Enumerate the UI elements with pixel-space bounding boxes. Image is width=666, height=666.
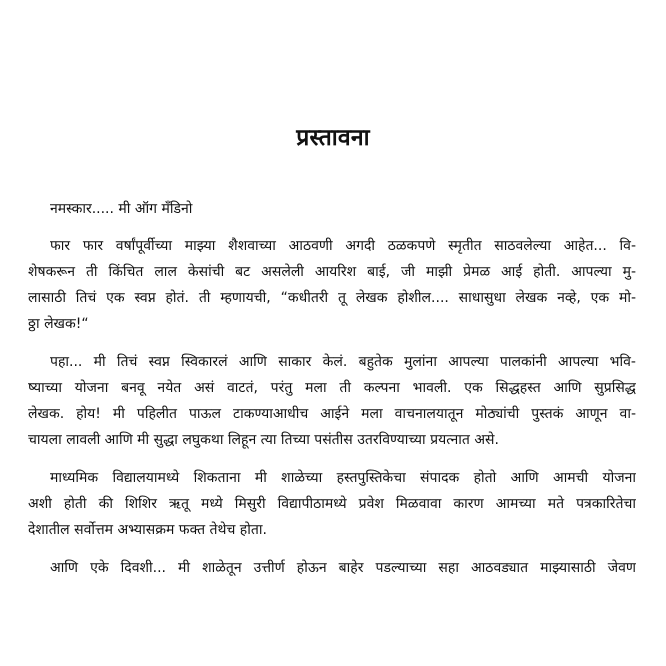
paragraph-line: लेखक. होय! मी पहिलीत पाऊल टाकण्याआधीच आईने मला वाचनालयातून मोठ्यांची पुस्तकं आणून वा- (28, 406, 636, 422)
greeting-line: नमस्कार..... मी ऑग मँडिनो (50, 201, 193, 217)
paragraph-2 (28, 349, 636, 453)
paragraph-line: आणि एके दिवशी... मी शाळेतून उत्तीर्ण होऊन बाहेर पडल्याच्या सहा आठवड्यात माझ्यासाठी जेवण (50, 560, 636, 576)
paragraph-4 (28, 555, 636, 581)
paragraph-line: अशी होती की शिशिर ऋतू मध्ये मिसुरी विद्यापीठामध्ये प्रवेश मिळवावा कारण आमच्या मते पत्रकारितेचा (28, 496, 636, 512)
paragraph-line: लासाठी तिचं एक स्वप्न होतं. ती म्हणायची, “कधीतरी तू लेखक होशील.... साधासुधा लेखक नव्हे, एक मो- (28, 290, 636, 306)
paragraph-line: शेषकरून ती किंचित लाल केसांची बट असलेली आयरिश बाई, जी माझी प्रेमळ आई होती. आपल्या मु- (28, 264, 636, 280)
paragraph-line: चायला लावली आणि मी सुद्धा लघुकथा लिहून त्या तिच्या पसंतीस उतरविण्याच्या प्रयत्नात असे. (28, 432, 499, 448)
paragraph-line: ठ्ठा लेखक!“ (28, 316, 89, 332)
paragraph-line: देशातील सर्वोत्तम अभ्यासक्रम फक्त तेथेच होता. (28, 522, 267, 538)
paragraph-line: फार फार वर्षांपूर्वीच्या माझ्या शैशवाच्या आठवणी अगदी ठळकपणे स्मृतीत साठवलेल्या आहेत... वि- (50, 238, 636, 254)
paragraph-line: ष्याच्या योजना बनवू नयेत असं वाटतं, परंतु मला ती कल्पना भावली. एक सिद्धहस्त आणि सुप्रसिद्ध (28, 380, 636, 396)
paragraph-line: माध्यमिक विद्यालयामध्ये शिकताना मी शाळेच्या हस्तपुस्तिकेचा संपादक होतो आणि आमची योजना (50, 470, 636, 486)
paragraph-3 (28, 465, 636, 543)
document-body (28, 196, 636, 593)
paragraph-1 (28, 233, 636, 337)
paragraph-line: पहा... मी तिचं स्वप्न स्विकारलं आणि साकार केलं. बहुतेक मुलांना आपल्या पालकांनी आपल्या भवि- (50, 354, 636, 370)
page-title: प्रस्तावना (296, 125, 370, 151)
